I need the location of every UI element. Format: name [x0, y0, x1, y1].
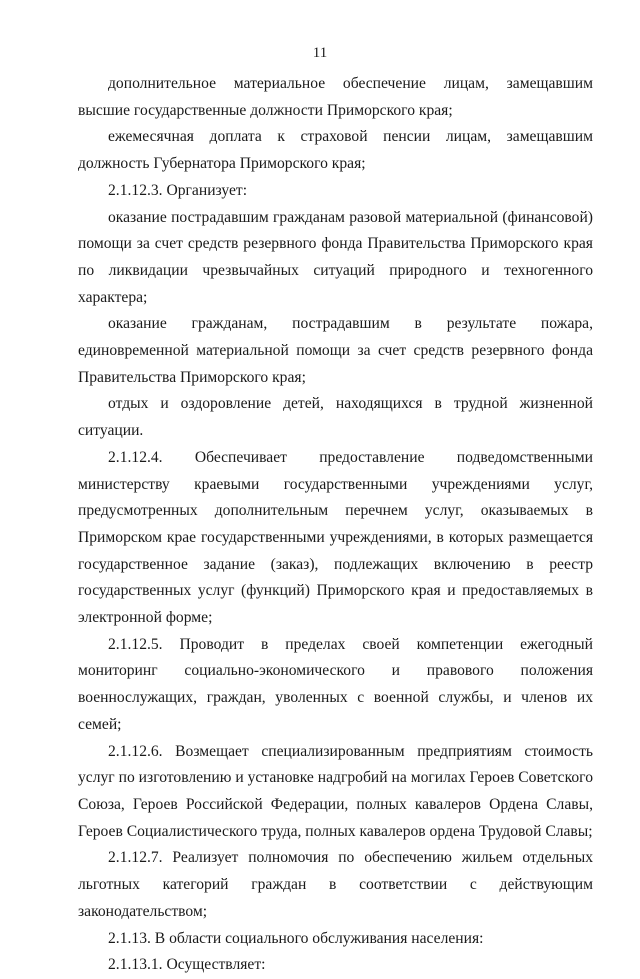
paragraph: 2.1.12.4. Обеспечивает предоставление подведомственными министерству краевыми государственными учреждениями услуг, предусмотренных дополнительным перечнем услуг, оказываемых в Приморском крае государственными учреждениями, в которых размещается государственное задание (заказ), подлежащих включению в реестр государственных услуг (функций) Приморского края и предоставляемых в электронной форме; — [78, 448, 593, 627]
document-body — [78, 71, 593, 979]
paragraph: отдых и оздоровление детей, находящихся в трудной жизненной ситуации. — [78, 395, 593, 440]
paragraph: оказание гражданам, пострадавшим в результате пожара, единовременной материальной помощи за счет средств резервного фонда Правительства Приморского края; — [78, 315, 593, 386]
paragraph: оказание пострадавшим гражданам разовой материальной (финансовой) помощи за счет средств резервного фонда Правительства Приморского края по ликвидации чрезвычайных ситуаций природного и техногенного характера; — [78, 208, 593, 306]
paragraph: дополнительное материальное обеспечение лицам, замещавшим высшие государственные должности Приморского края; — [78, 75, 593, 119]
paragraph: 2.1.13.1. Осуществляет: — [108, 956, 266, 974]
paragraph: 2.1.13. В области социального обслуживания населения: — [108, 929, 484, 947]
paragraph: 2.1.12.5. Проводит в пределах своей компетенции ежегодный мониторинг социально-экономического и правового положения военнослужащих, граждан, уволенных с военной службы, и членов их семей; — [78, 635, 593, 733]
paragraph: 2.1.12.3. Организует: — [108, 181, 248, 199]
paragraph: 2.1.12.6. Возмещает специализированным предприятиям стоимость услуг по изготовлению и установке надгробий на могилах Героев Советского Союза, Героев Российской Федерации, полных кавалеров Ордена Славы, Героев Социалистического труда, полных кавалеров ордена Трудовой Славы; — [78, 742, 593, 840]
paragraph: 2.1.12.7. Реализует полномочия по обеспечению жильем отдельных льготных категорий граждан в соответствии с действующим законодательством; — [78, 849, 593, 920]
paragraph: ежемесячная доплата к страховой пенсии лицам, замещавшим должность Губернатора Приморского края; — [78, 128, 593, 173]
page-number: 11 — [312, 45, 328, 61]
